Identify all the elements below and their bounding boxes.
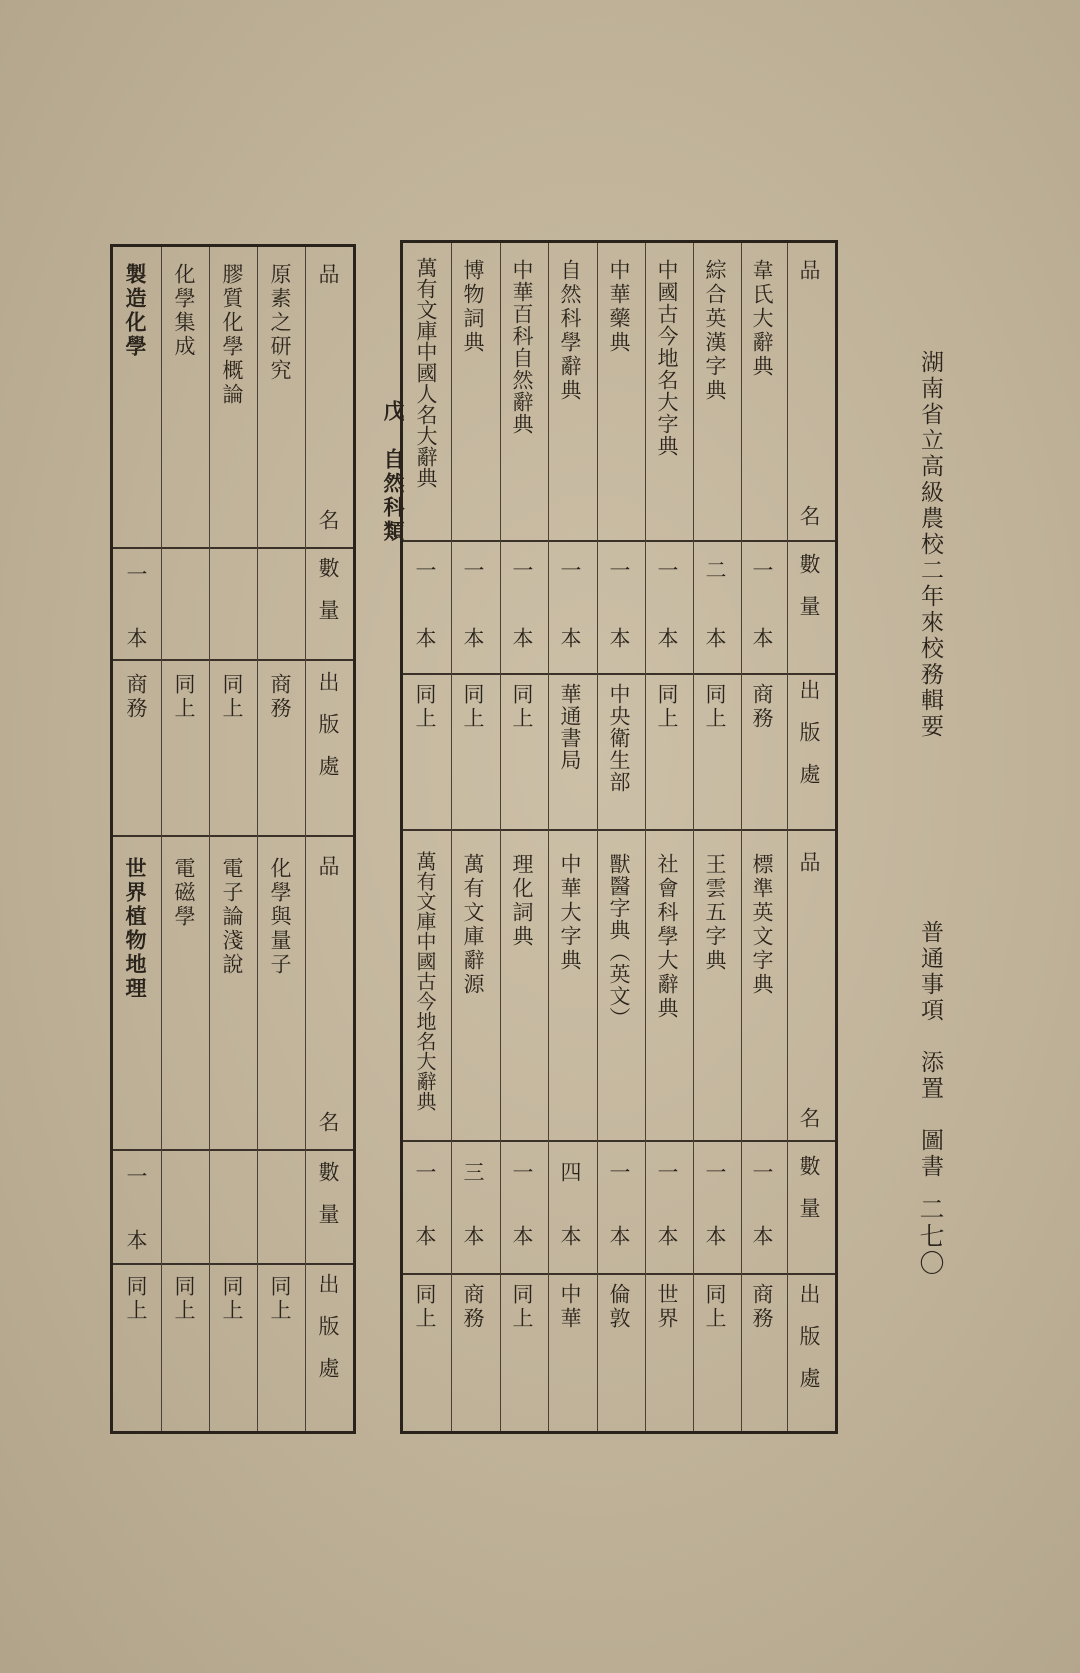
rt-header-publisher-2: 出 版 處 (797, 1283, 821, 1388)
table-row-qty-2: 一 (703, 1161, 727, 1185)
table-row-pub-2: 同上 (413, 1283, 437, 1331)
table-row-name-2: 標準英文字典 (750, 853, 774, 997)
table-row-pub: 同上 (655, 683, 679, 731)
table-row-pub-2: 同上 (703, 1283, 727, 1331)
table-row-name: 中華藥典 (607, 259, 631, 355)
table-row-pub: 中央衛生部 (607, 683, 631, 793)
running-section: 普通事項 添置 圖書 (917, 920, 943, 1180)
table-row-qty-2: 三 (461, 1161, 485, 1185)
table-row-pub: 同上 (172, 673, 196, 721)
table-row-qty-2: 一 (413, 1161, 437, 1185)
table-row-unit-2: 本 (655, 1225, 679, 1249)
lt-header-publisher: 出 版 處 (316, 671, 340, 776)
table-row-pub-2: 同上 (124, 1275, 148, 1323)
table-row-name-2: 萬有文庫辭源 (461, 853, 485, 997)
table-row-qty-2: 一 (607, 1161, 631, 1185)
table-row-unit: 本 (124, 627, 148, 651)
lt-header-name-top: 品 (316, 263, 340, 284)
table-row-qty: 一 (510, 559, 534, 583)
table-row-name: 中國古今地名大字典 (655, 259, 679, 457)
table-row-unit: 本 (703, 627, 727, 651)
section-label: 戊 自然科類 (381, 400, 406, 544)
table-row-unit-2: 本 (124, 1229, 148, 1253)
table-row-name: 自然科學辭典 (558, 259, 582, 403)
table-row-name: 綜合英漢字典 (703, 259, 727, 403)
table-row-pub-2: 同上 (220, 1275, 244, 1323)
table-row-unit: 本 (750, 627, 774, 651)
table-row-qty: 一 (124, 563, 148, 587)
table-row-name-2: 化學與量子 (268, 857, 292, 977)
table-row-pub-2: 商務 (750, 1283, 774, 1331)
table-row-pub: 同上 (220, 673, 244, 721)
rt-header-name-top: 品 (797, 259, 821, 280)
table-row-unit-2: 本 (703, 1225, 727, 1249)
table-row-name-2: 電子論淺說 (220, 857, 244, 977)
table-row-name: 韋氏大辭典 (750, 259, 774, 379)
table-row-qty-2: 一 (124, 1165, 148, 1189)
table-row-qty: 二 (703, 559, 727, 583)
table-row-name: 化學集成 (172, 263, 196, 359)
table-row-pub-2: 倫敦 (607, 1283, 631, 1331)
table-row-pub-2: 同上 (268, 1275, 292, 1323)
right-table (400, 240, 838, 1434)
table-row-unit-2: 本 (558, 1225, 582, 1249)
table-row-pub: 同上 (413, 683, 437, 731)
rt-header-publisher: 出 版 處 (797, 679, 821, 784)
table-row-unit: 本 (558, 627, 582, 651)
table-row-pub-2: 世界 (655, 1283, 679, 1331)
table-row-qty: 一 (607, 559, 631, 583)
table-row-unit: 本 (413, 627, 437, 651)
table-row-qty-2: 四 (558, 1161, 582, 1185)
rt-header-quantity-2: 數 量 (797, 1155, 821, 1218)
rt-header-quantity: 數 量 (797, 553, 821, 616)
table-row-name-2: 電磁學 (172, 857, 196, 929)
table-row-qty: 一 (558, 559, 582, 583)
lt-header-quantity: 數 量 (316, 557, 340, 620)
rt-header-name-bottom-2: 名 (797, 1107, 821, 1128)
table-row-qty: 一 (413, 559, 437, 583)
table-row-name-2: 獸醫字典（英文） (607, 853, 631, 1029)
lt-header-publisher-2: 出 版 處 (316, 1273, 340, 1378)
table-row-pub-2: 同上 (172, 1275, 196, 1323)
table-row-unit-2: 本 (607, 1225, 631, 1249)
rt-header-name-top-2: 品 (797, 851, 821, 872)
rt-header-name-bottom: 名 (797, 505, 821, 526)
table-row-qty-2: 一 (510, 1161, 534, 1185)
table-row-name: 博物詞典 (461, 259, 485, 355)
table-row-qty: 一 (655, 559, 679, 583)
table-row-pub: 商務 (268, 673, 292, 721)
table-row-name: 製造化學 (123, 263, 148, 359)
table-row-name-2: 萬有文庫中國古今地名大辭典 (413, 851, 437, 1111)
table-row-pub: 同上 (461, 683, 485, 731)
table-row-qty-2: 一 (750, 1161, 774, 1185)
table-row-name-2: 社會科學大辭典 (655, 853, 679, 1021)
lt-header-name-top-2: 品 (316, 855, 340, 876)
lt-header-quantity-2: 數 量 (316, 1161, 340, 1224)
table-row-pub-2: 商務 (461, 1283, 485, 1331)
table-row-unit-2: 本 (413, 1225, 437, 1249)
table-row-name: 膠質化學概論 (220, 263, 244, 407)
table-row-unit-2: 本 (461, 1225, 485, 1249)
lt-header-name-bottom: 名 (316, 509, 340, 530)
table-row-unit: 本 (607, 627, 631, 651)
table-row-pub-2: 中華 (558, 1283, 582, 1331)
table-row-pub: 華通書局 (558, 683, 582, 771)
table-row-qty-2: 一 (655, 1161, 679, 1185)
table-row-qty: 一 (461, 559, 485, 583)
running-title: 湖南省立高級農校二年來校務輯要 (917, 350, 943, 740)
table-row-pub: 商務 (124, 673, 148, 721)
table-row-name: 原素之研究 (268, 263, 292, 383)
table-row-name: 中華百科自然辭典 (510, 259, 534, 435)
table-row-name-2: 理化詞典 (510, 853, 534, 949)
table-row-unit: 本 (655, 627, 679, 651)
lt-header-name-bottom-2: 名 (316, 1111, 340, 1132)
table-row-unit: 本 (461, 627, 485, 651)
table-row-name-2: 中華大字典 (558, 853, 582, 973)
table-row-pub-2: 同上 (510, 1283, 534, 1331)
left-table (110, 244, 356, 1434)
table-row-pub: 同上 (510, 683, 534, 731)
table-row-pub: 同上 (703, 683, 727, 731)
table-row-unit-2: 本 (510, 1225, 534, 1249)
table-row-qty: 一 (750, 559, 774, 583)
table-row-unit: 本 (510, 627, 534, 651)
table-row-name: 萬有文庫中國人名大辭典 (414, 257, 438, 488)
table-row-unit-2: 本 (750, 1225, 774, 1249)
page-number: 二七〇 (916, 1196, 945, 1277)
table-row-pub: 商務 (750, 683, 774, 731)
table-row-name-2: 王雲五字典 (703, 853, 727, 973)
table-row-name-2: 世界植物地理 (123, 857, 148, 1001)
